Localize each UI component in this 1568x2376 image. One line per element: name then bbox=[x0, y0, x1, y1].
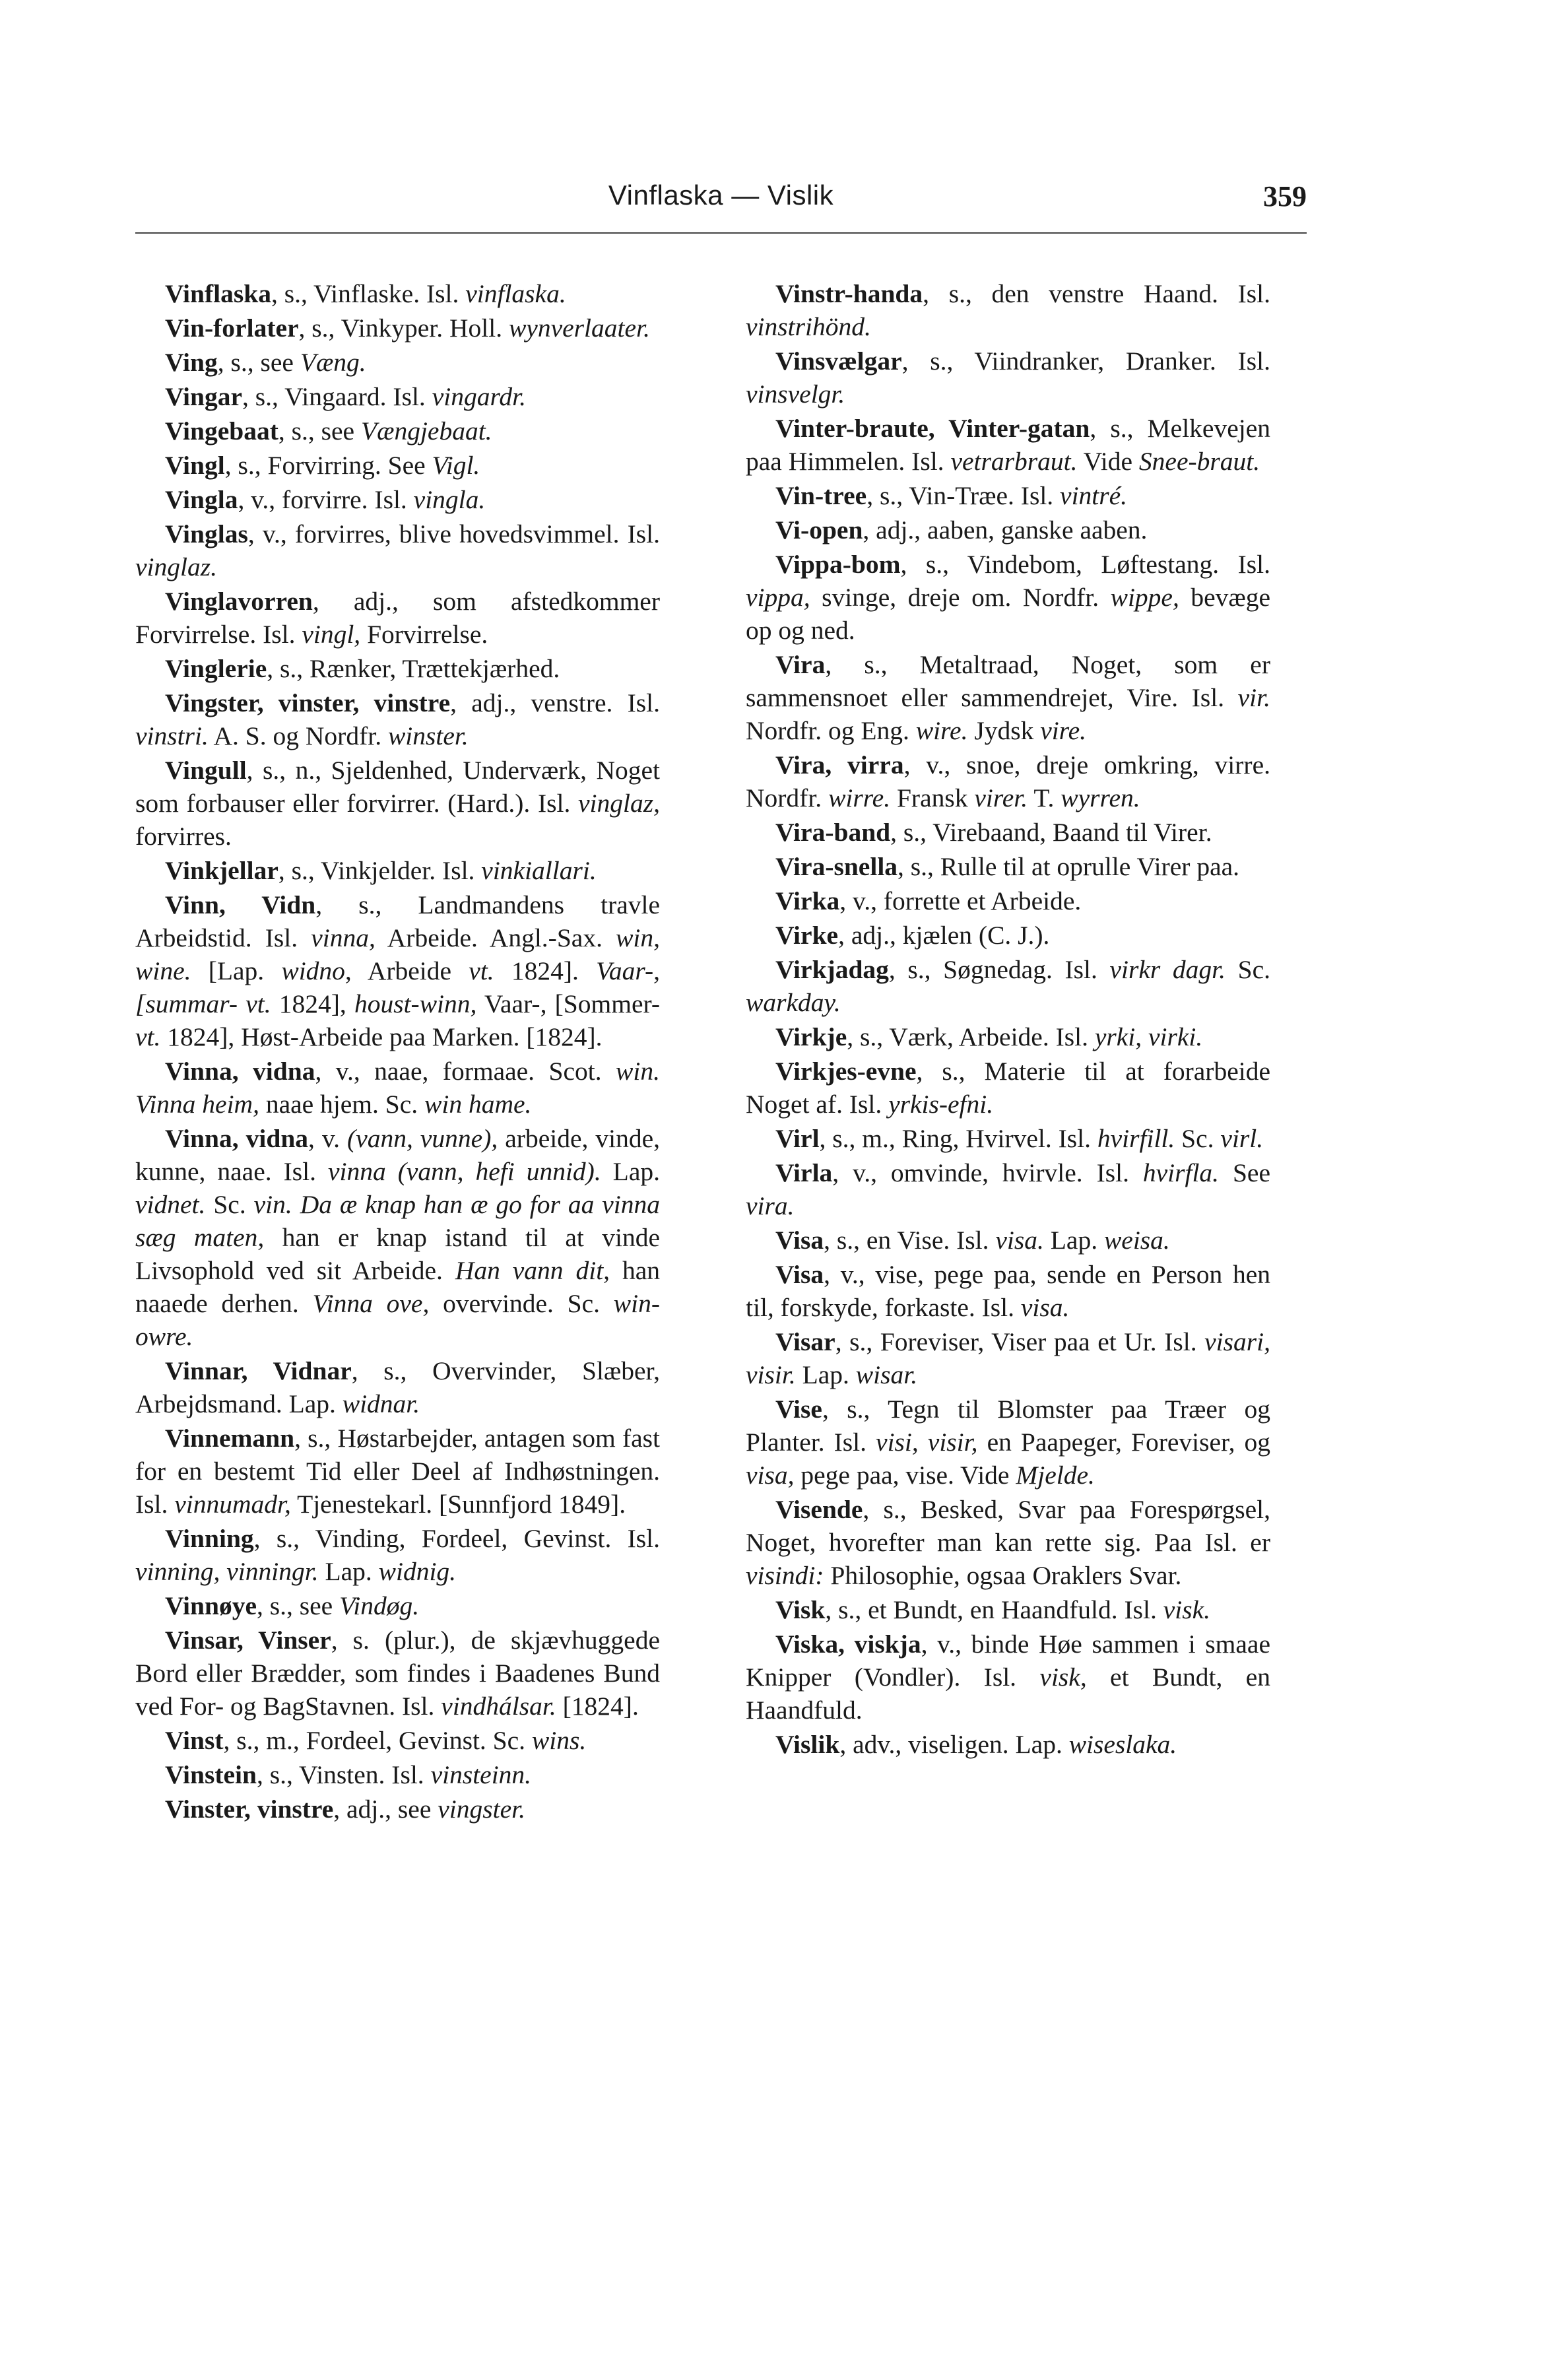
entry-headword: Vin-tree bbox=[775, 481, 867, 510]
entry-italic-text: vira. bbox=[746, 1191, 795, 1220]
entry-italic-text: wiseslaka. bbox=[1068, 1730, 1177, 1759]
entry-italic-text: visindi: bbox=[746, 1561, 824, 1590]
entry-headword: Vippa-bom bbox=[775, 550, 901, 579]
entry-italic-text: warkday. bbox=[746, 988, 841, 1017]
entry-italic-text: Mjelde. bbox=[1016, 1461, 1095, 1490]
entry-text: , s., Vin-Træe. Isl. bbox=[866, 481, 1061, 510]
entry-headword: Vinnemann bbox=[165, 1424, 295, 1453]
entry-italic-text: virkr dagr. bbox=[1109, 955, 1225, 984]
entry-text: pege paa, vise. Vide bbox=[794, 1461, 1016, 1490]
entry-text: See bbox=[1219, 1158, 1270, 1187]
entry-italic-text: wynverlaater. bbox=[508, 314, 650, 343]
entry-text: T. bbox=[1028, 783, 1061, 812]
dictionary-entry bbox=[746, 479, 1270, 512]
entry-italic-text: widnar. bbox=[342, 1389, 420, 1418]
entry-italic-text: win hame. bbox=[424, 1090, 532, 1119]
entry-text: svinge, dreje om. Nordfr. bbox=[810, 583, 1111, 612]
dictionary-entry bbox=[135, 1354, 660, 1420]
dictionary-entry bbox=[135, 380, 660, 413]
dictionary-entry bbox=[135, 449, 660, 482]
entry-headword: Vingster, vinster, vinstre bbox=[165, 688, 451, 717]
entry-text: 1824], bbox=[271, 989, 354, 1018]
dictionary-entry bbox=[135, 1624, 660, 1723]
entry-text: naae hjem. Sc. bbox=[259, 1090, 425, 1119]
entry-text: Jydsk bbox=[967, 716, 1041, 745]
dictionary-entry bbox=[135, 1793, 660, 1826]
running-head bbox=[135, 180, 1307, 226]
entry-italic-text: win. Vinna heim, bbox=[135, 1057, 660, 1119]
entry-text: , s., m., Fordeel, Gevinst. Sc. bbox=[223, 1726, 532, 1755]
entry-headword: Vinstr-handa bbox=[775, 279, 923, 308]
entry-italic-text: vinna, bbox=[311, 923, 376, 952]
entry-headword: Vira-band bbox=[775, 818, 891, 847]
entry-italic-text: vire. bbox=[1040, 716, 1087, 745]
entry-italic-text: visk, bbox=[1039, 1663, 1087, 1692]
entry-italic-text: Vinna ove, bbox=[312, 1289, 430, 1318]
entry-italic-text: vinna (vann, hefi unnid). bbox=[327, 1157, 601, 1186]
entry-text: bevæge op og ned. bbox=[746, 583, 1270, 645]
entry-text: Lap. bbox=[601, 1157, 660, 1186]
page-number: 359 bbox=[1263, 180, 1307, 213]
entry-text: , v., vise, pege paa, sende en Person hen til, forskyde, forkaste. Isl. bbox=[746, 1260, 1270, 1322]
entry-text: Lap. bbox=[318, 1557, 379, 1586]
dictionary-entry bbox=[746, 1122, 1270, 1155]
entry-text: , adj., kjælen (C. J.). bbox=[838, 921, 1050, 950]
dictionary-entry bbox=[746, 1156, 1270, 1222]
dictionary-entry bbox=[746, 1224, 1270, 1257]
entry-text: Sc. bbox=[1225, 955, 1271, 984]
header-rule bbox=[135, 232, 1307, 234]
right-column bbox=[746, 277, 1270, 1762]
entry-headword: Vise bbox=[775, 1395, 822, 1424]
entry-italic-text: visa, bbox=[746, 1461, 795, 1490]
entry-italic-text: vingster. bbox=[438, 1795, 526, 1824]
entry-italic-text: vintré. bbox=[1060, 481, 1128, 510]
dictionary-entry bbox=[135, 1589, 660, 1622]
entry-italic-text: vippa, bbox=[746, 583, 810, 612]
entry-text: , s., Landmandens travle Arbeidstid. Isl. bbox=[135, 890, 661, 952]
entry-italic-text: Vindøg. bbox=[339, 1591, 420, 1620]
entry-italic-text: vt. bbox=[135, 1022, 161, 1051]
entry-italic-text: vinsvelgr. bbox=[746, 380, 845, 409]
entry-headword: Viska, viskja bbox=[775, 1630, 921, 1659]
entry-text: , s., Vinsten. Isl. bbox=[257, 1760, 431, 1789]
entry-headword: Vinna, vidna bbox=[165, 1124, 309, 1153]
entry-headword: Vislik bbox=[775, 1730, 840, 1759]
entry-headword: Vinflaska bbox=[165, 279, 271, 308]
entry-italic-text: vinstrihönd. bbox=[746, 312, 871, 341]
entry-headword: Vingl bbox=[165, 451, 225, 480]
entry-headword: Virka bbox=[775, 886, 840, 915]
entry-italic-text: visa. bbox=[1020, 1293, 1070, 1322]
entry-headword: Visende bbox=[775, 1495, 863, 1524]
dictionary-entry bbox=[135, 585, 660, 651]
entry-headword: Virl bbox=[775, 1124, 820, 1153]
dictionary-entry bbox=[746, 648, 1270, 747]
dictionary-entry bbox=[135, 754, 660, 853]
running-head-title: Vinflaska — Vislik bbox=[608, 180, 834, 211]
entry-italic-text: houst-winn, bbox=[354, 989, 477, 1018]
entry-text: , s., Vingaard. Isl. bbox=[242, 382, 432, 411]
entry-headword: Vinnøye bbox=[165, 1591, 257, 1620]
dictionary-entry bbox=[746, 1020, 1270, 1053]
entry-text: en Paapeger, Foreviser, og bbox=[977, 1428, 1270, 1457]
entry-text: , s., see bbox=[217, 348, 300, 377]
entry-headword: Ving bbox=[165, 348, 218, 377]
entry-headword: Virkjes-evne bbox=[775, 1057, 917, 1086]
entry-italic-text: Væng. bbox=[300, 348, 366, 377]
entry-headword: Vi-open bbox=[775, 515, 863, 544]
entry-headword: Vingar bbox=[165, 382, 243, 411]
entry-italic-text: vin. Da æ knap han æ go for aa vinna sæg maten, bbox=[135, 1190, 661, 1252]
entry-text: , v. bbox=[308, 1124, 348, 1153]
entry-text: , s., Viindranker, Dranker. Isl. bbox=[901, 346, 1270, 376]
entry-headword: Vingebaat bbox=[165, 416, 278, 446]
entry-italic-text: wins. bbox=[531, 1726, 587, 1755]
entry-italic-text: wyrren. bbox=[1061, 783, 1140, 812]
dictionary-entry bbox=[746, 1628, 1270, 1727]
entry-italic-text: visi, visir, bbox=[876, 1428, 978, 1457]
entry-headword: Vinst bbox=[165, 1726, 224, 1755]
entry-italic-text: weisa. bbox=[1103, 1226, 1170, 1255]
entry-headword: Vinglavorren bbox=[165, 587, 313, 616]
entry-italic-text: vinnumadr, bbox=[174, 1490, 291, 1519]
entry-text: Philosophie, ogsaa Oraklers Svar. bbox=[824, 1561, 1182, 1590]
entry-italic-text: Vaar-, [summar- vt. bbox=[135, 956, 660, 1018]
entry-italic-text: hvirfill. bbox=[1097, 1124, 1175, 1153]
entry-italic-text: Han vann dit, bbox=[455, 1256, 610, 1285]
entry-text: , s., Vinding, Fordeel, Gevinst. Isl. bbox=[253, 1524, 660, 1553]
dictionary-entry bbox=[746, 884, 1270, 917]
entry-italic-text: (vann, vunne), bbox=[347, 1124, 498, 1153]
entry-italic-text: win-owre. bbox=[135, 1289, 660, 1351]
entry-text: , v., binde Høe sammen i smaae Knipper (Vondler). Isl. bbox=[746, 1630, 1270, 1692]
entry-text: , s., see bbox=[278, 416, 361, 446]
entry-headword: Vira, virra bbox=[775, 750, 904, 779]
entry-italic-text: widnig. bbox=[378, 1557, 457, 1586]
entry-italic-text: vinglaz, bbox=[578, 789, 660, 818]
entry-italic-text: vingl, bbox=[302, 620, 361, 649]
dictionary-entry bbox=[746, 277, 1270, 343]
entry-text: , s., Materie til at forarbeide Noget af. Isl. bbox=[746, 1057, 1270, 1119]
entry-text: , s., Høstarbejder, antagen som fast for en bestemt Tid eller Deel af Indhøstningen. Isl. bbox=[135, 1424, 660, 1519]
entry-text: Tjenestekarl. [Sunnfjord 1849]. bbox=[290, 1490, 626, 1519]
entry-headword: Vira bbox=[775, 650, 826, 679]
dictionary-entry bbox=[135, 346, 660, 379]
dictionary-entry bbox=[135, 1522, 660, 1588]
entry-headword: Vinsvælgar bbox=[775, 346, 902, 376]
entry-text: Vaar-, [Sommer- bbox=[476, 989, 660, 1018]
entry-text: , adj., aaben, ganske aaben. bbox=[863, 515, 1148, 544]
dictionary-entry bbox=[746, 1393, 1270, 1492]
entry-italic-text: vingardr. bbox=[432, 382, 526, 411]
entry-text: forvirres. bbox=[135, 822, 232, 851]
dictionary-entry bbox=[135, 1122, 660, 1353]
entry-italic-text: visk. bbox=[1163, 1595, 1210, 1624]
entry-text: Nordfr. og Eng. bbox=[746, 716, 916, 745]
entry-italic-text: vt. bbox=[469, 956, 494, 985]
entry-text: Fransk bbox=[890, 783, 975, 812]
entry-headword: Visa bbox=[775, 1226, 824, 1255]
entry-text: , s., m., Ring, Hvirvel. Isl. bbox=[819, 1124, 1097, 1153]
entry-italic-text: win, wine. bbox=[135, 923, 661, 985]
entry-text: , v., snoe, dreje omkring, virre. Nordfr. bbox=[746, 750, 1270, 812]
entry-italic-text: wisar. bbox=[855, 1360, 918, 1389]
entry-headword: Vinning bbox=[165, 1524, 254, 1553]
entry-italic-text: vetrarbraut. bbox=[950, 447, 1078, 476]
entry-headword: Visk bbox=[775, 1595, 826, 1624]
entry-text: Sc. bbox=[205, 1190, 254, 1219]
entry-text: , v., forrette et Arbeide. bbox=[839, 886, 1082, 915]
dictionary-entry bbox=[746, 345, 1270, 411]
entry-text: , adj., venstre. Isl. bbox=[450, 688, 660, 717]
entry-headword: Visa bbox=[775, 1260, 824, 1289]
dictionary-entry bbox=[746, 1258, 1270, 1324]
entry-text: A. S. og Nordfr. bbox=[208, 721, 388, 750]
dictionary-entry bbox=[746, 1493, 1270, 1592]
entry-text: , s., Forvirring. See bbox=[224, 451, 432, 480]
dictionary-entry bbox=[135, 1055, 660, 1121]
entry-text: , s., n., Sjeldenhed, Underværk, Noget som forbauser eller forvirrer. (Hard.). Isl. bbox=[135, 756, 660, 818]
entry-text: , s., Rulle til at oprulle Virer paa. bbox=[898, 852, 1240, 881]
entry-italic-text: vinflaska. bbox=[465, 279, 566, 308]
entry-text: , s., Vindebom, Løftestang. Isl. bbox=[900, 550, 1270, 579]
entry-headword: Vinster, vinstre bbox=[165, 1795, 334, 1824]
dictionary-entry bbox=[135, 483, 660, 516]
dictionary-entry bbox=[135, 1758, 660, 1791]
entry-text: , s., Vinkyper. Holl. bbox=[298, 314, 509, 343]
entry-italic-text: visa. bbox=[995, 1226, 1044, 1255]
entry-text: , s., Rænker, Trættekjærhed. bbox=[267, 654, 560, 683]
entry-headword: Vingull bbox=[165, 756, 247, 785]
dictionary-entry bbox=[746, 548, 1270, 647]
dictionary-entry bbox=[135, 686, 660, 752]
entry-italic-text: yrki, virki. bbox=[1094, 1022, 1203, 1051]
entry-text: han naaede derhen. bbox=[135, 1256, 660, 1318]
entry-text: , s., Tegn til Blomster paa Træer og Planter. Isl. bbox=[746, 1395, 1270, 1457]
entry-text: , s., Værk, Arbeide. Isl. bbox=[847, 1022, 1095, 1051]
entry-text: Lap. bbox=[795, 1360, 856, 1389]
entry-text: , s., Foreviser, Viser paa et Ur. Isl. bbox=[835, 1327, 1205, 1356]
entry-text: , s., Virebaand, Baand til Virer. bbox=[890, 818, 1212, 847]
dictionary-entry bbox=[746, 748, 1270, 814]
dictionary-entry bbox=[135, 517, 660, 583]
entry-headword: Virla bbox=[775, 1158, 833, 1187]
entry-italic-text: vinglaz. bbox=[135, 552, 217, 581]
entry-headword: Vinkjellar bbox=[165, 856, 278, 885]
dictionary-entry bbox=[746, 919, 1270, 952]
entry-text: overvinde. Sc. bbox=[429, 1289, 614, 1318]
entry-text: , s., en Vise. Isl. bbox=[824, 1226, 996, 1255]
dictionary-entry bbox=[135, 312, 660, 345]
entry-text: [Lap. bbox=[191, 956, 282, 985]
entry-italic-text: wippe, bbox=[1110, 583, 1179, 612]
entry-headword: Vinter-braute, Vinter-gatan bbox=[775, 414, 1090, 443]
dictionary-entry bbox=[746, 953, 1270, 1019]
entry-text: Sc. bbox=[1175, 1124, 1221, 1153]
dictionary-entry bbox=[746, 850, 1270, 883]
entry-italic-text: vinstri. bbox=[135, 721, 209, 750]
entry-text: , s., Søgnedag. Isl. bbox=[888, 955, 1110, 984]
entry-text: [1824]. bbox=[556, 1692, 639, 1721]
entry-text: Forvirrelse. bbox=[360, 620, 488, 649]
dictionary-entry bbox=[135, 1724, 660, 1757]
entry-italic-text: wire. bbox=[915, 716, 968, 745]
dictionary-entry bbox=[746, 1325, 1270, 1391]
entry-text: , v., omvinde, hvirvle. Isl. bbox=[832, 1158, 1143, 1187]
entry-headword: Vin-forlater bbox=[165, 314, 299, 343]
entry-headword: Visar bbox=[775, 1327, 835, 1356]
entry-headword: Vinglas bbox=[165, 519, 248, 548]
dictionary-entry bbox=[746, 816, 1270, 849]
dictionary-entry bbox=[135, 277, 660, 310]
dictionary-entry bbox=[135, 1422, 660, 1521]
entry-headword: Vinstein bbox=[165, 1760, 257, 1789]
entry-italic-text: virl. bbox=[1220, 1124, 1264, 1153]
entry-headword: Virke bbox=[775, 921, 839, 950]
dictionary-entry bbox=[135, 414, 660, 447]
entry-text: 1824]. bbox=[494, 956, 597, 985]
entry-text: arbeide, vinde, kunne, naae. Isl. bbox=[135, 1124, 661, 1186]
entry-italic-text: vindhálsar. bbox=[441, 1692, 556, 1721]
entry-headword: Virkjadag bbox=[775, 955, 889, 984]
entry-italic-text: widno, bbox=[281, 956, 352, 985]
entry-text: Vide bbox=[1077, 447, 1139, 476]
dictionary-entry bbox=[746, 1728, 1270, 1761]
entry-italic-text: yrkis-efni. bbox=[888, 1090, 994, 1119]
entry-italic-text: vinsteinn. bbox=[430, 1760, 532, 1789]
entry-text: han er knap istand til at vinde Livsophold ved sit Arbeide. bbox=[135, 1223, 660, 1285]
entry-text: , s., see bbox=[257, 1591, 340, 1620]
entry-italic-text: Vængjebaat. bbox=[360, 416, 492, 446]
entry-headword: Vinsar, Vinser bbox=[165, 1626, 331, 1655]
entry-headword: Vinglerie bbox=[165, 654, 267, 683]
entry-text: , adv., viseligen. Lap. bbox=[839, 1730, 1069, 1759]
entry-text: , v., forvirre. Isl. bbox=[238, 485, 414, 514]
dictionary-entry bbox=[135, 888, 660, 1053]
entry-text: , v., forvirres, blive hovedsvimmel. Isl. bbox=[247, 519, 660, 548]
entry-text: Lap. bbox=[1043, 1226, 1104, 1255]
dictionary-entry bbox=[135, 652, 660, 685]
entry-italic-text: vingla. bbox=[413, 485, 486, 514]
dictionary-entry bbox=[746, 412, 1270, 478]
entry-text: , s. (plur.), de skjævhuggede Bord eller Brædder, som findes i Baadenes Bund ved For- og BagStavnen. Isl. bbox=[135, 1626, 660, 1721]
entry-text: 1824], Høst-Arbeide paa Marken. [1824]. bbox=[160, 1022, 603, 1051]
entry-text: Arbeide. Angl.-Sax. bbox=[375, 923, 616, 952]
entry-text: , s., den venstre Haand. Isl. bbox=[923, 279, 1270, 308]
entry-italic-text: virer. bbox=[974, 783, 1028, 812]
dictionary-entry bbox=[135, 854, 660, 887]
entry-headword: Vinna, vidna bbox=[165, 1057, 315, 1086]
entry-text: , s., Vinflaske. Isl. bbox=[271, 279, 466, 308]
left-column bbox=[135, 277, 660, 1827]
entry-italic-text: winster. bbox=[387, 721, 469, 750]
entry-italic-text: hvirfla. bbox=[1142, 1158, 1220, 1187]
entry-text: , s., Metaltraad, Noget, som er sammensnoet eller sammendrejet, Vire. Isl. bbox=[746, 650, 1270, 712]
entry-text: , s., Overvinder, Slæber, Arbejdsmand. Lap. bbox=[135, 1356, 660, 1418]
entry-italic-text: Vigl. bbox=[432, 451, 480, 480]
entry-italic-text: vir. bbox=[1237, 683, 1270, 712]
entry-text: , adj., see bbox=[333, 1795, 438, 1824]
entry-text: , s., Besked, Svar paa Forespørgsel, Noget, hvorefter man kan rette sig. Paa Isl. er bbox=[746, 1495, 1270, 1557]
entry-text: Arbeide bbox=[351, 956, 469, 985]
entry-text: , adj., som afstedkommer Forvirrelse. Isl. bbox=[135, 587, 660, 649]
entry-italic-text: vinkiallari. bbox=[481, 856, 597, 885]
dictionary-entry bbox=[746, 1055, 1270, 1121]
entry-text: , v., naae, formaae. Scot. bbox=[315, 1057, 616, 1086]
entry-headword: Vira-snella bbox=[775, 852, 898, 881]
entry-headword: Vingla bbox=[165, 485, 238, 514]
entry-text: , s., Vinkjelder. Isl. bbox=[278, 856, 482, 885]
entry-italic-text: vidnet. bbox=[135, 1190, 206, 1219]
entry-italic-text: Snee-braut. bbox=[1138, 447, 1260, 476]
entry-headword: Vinnar, Vidnar bbox=[165, 1356, 352, 1385]
entry-headword: Virkje bbox=[775, 1022, 847, 1051]
entry-italic-text: wirre. bbox=[828, 783, 891, 812]
entry-text: et Bundt, en Haandfuld. bbox=[746, 1663, 1270, 1725]
entry-italic-text: visari, visir. bbox=[746, 1327, 1270, 1389]
dictionary-entry bbox=[746, 513, 1270, 546]
entry-text: , s., Melkevejen paa Himmelen. Isl. bbox=[746, 414, 1270, 476]
dictionary-entry bbox=[746, 1593, 1270, 1626]
entry-text: , s., et Bundt, en Haandfuld. Isl. bbox=[825, 1595, 1163, 1624]
entry-headword: Vinn, Vidn bbox=[165, 890, 316, 919]
entry-italic-text: vinning, vinningr. bbox=[135, 1557, 319, 1586]
